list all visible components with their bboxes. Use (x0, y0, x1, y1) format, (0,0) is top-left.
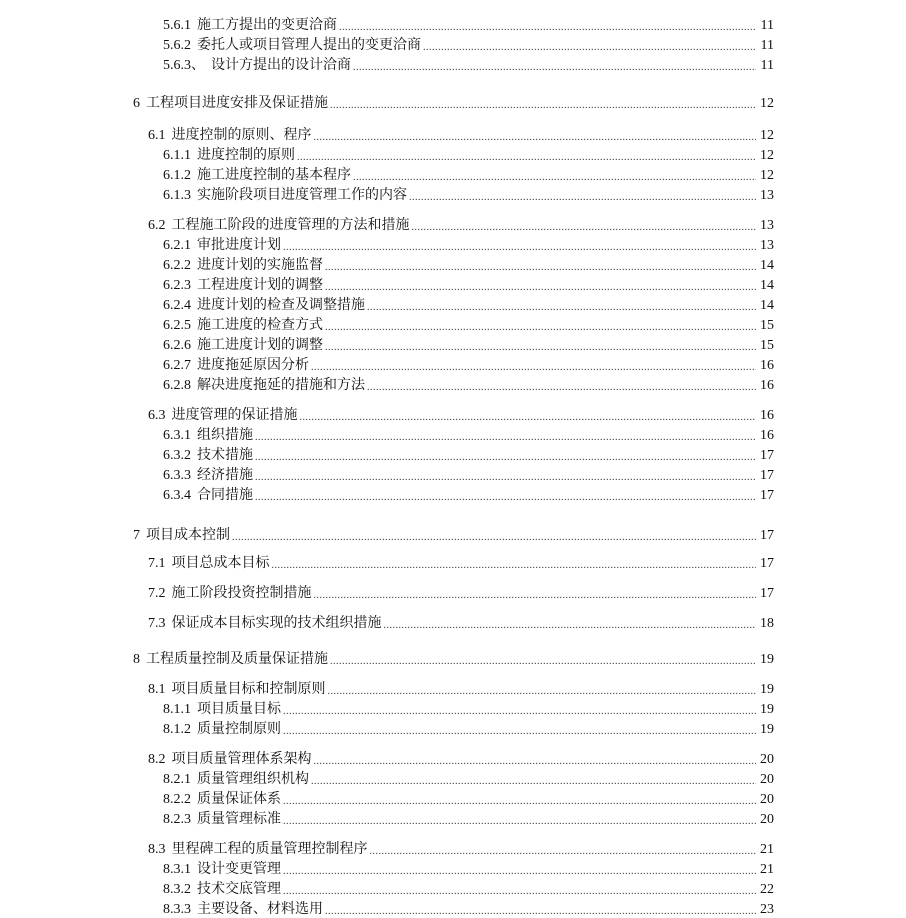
toc-entry[interactable] (148, 214, 774, 234)
toc-entry-page-number: 18 (760, 616, 774, 631)
toc-entry-number: 6.2.2 (163, 258, 191, 273)
toc-entry-page-number: 17 (760, 586, 774, 601)
toc-entry[interactable] (163, 718, 774, 738)
toc-entry-number: 6.2.6 (163, 338, 191, 353)
toc-dot-leader (314, 132, 757, 144)
toc-entry[interactable] (163, 768, 774, 788)
toc-entry-page-number: 19 (760, 682, 774, 697)
toc-entry-page-number: 11 (760, 38, 774, 53)
toc-entry-number: 6 (133, 96, 140, 111)
toc-entry-page-number: 11 (760, 58, 774, 73)
toc-entry[interactable] (163, 374, 774, 394)
toc-entry[interactable] (163, 444, 774, 464)
toc-entry-number: 8.1 (148, 682, 166, 697)
toc-entry[interactable] (163, 164, 774, 184)
toc-entry-number: 6.2 (148, 218, 166, 233)
toc-entry-title: 工程进度计划的调整 (197, 278, 323, 293)
toc-entry[interactable] (163, 254, 774, 274)
toc-entry-number: 7.2 (148, 586, 166, 601)
toc-entry[interactable] (148, 612, 774, 632)
toc-entry-page-number: 20 (760, 792, 774, 807)
toc-entry[interactable] (148, 552, 774, 572)
toc-entry-title: 质量控制原则 (197, 722, 281, 737)
toc-entry-number: 7.3 (148, 616, 166, 631)
toc-entry[interactable] (163, 464, 774, 484)
toc-entry[interactable] (163, 424, 774, 444)
toc-entry-title: 进度控制的原则、程序 (171, 128, 312, 143)
toc-entry-title: 里程碑工程的质量管理控制程序 (171, 842, 368, 857)
toc-entry-number: 7.1 (148, 556, 166, 571)
toc-entry-title: 组织措施 (197, 428, 253, 443)
toc-entry-number: 7 (133, 528, 140, 543)
toc-dot-leader (283, 242, 756, 254)
toc-entry-page-number: 12 (760, 128, 774, 143)
toc-entry-title: 技术交底管理 (197, 882, 281, 897)
toc-entry-number: 8.3.2 (163, 882, 191, 897)
toc-entry-page-number: 20 (760, 752, 774, 767)
toc-entry[interactable] (163, 484, 774, 504)
toc-entry-title: 项目质量目标和控制原则 (171, 682, 326, 697)
toc-entry[interactable] (163, 878, 774, 898)
toc-entry-page-number: 17 (760, 556, 774, 571)
toc-entry-title: 进度控制的原则 (197, 148, 295, 163)
toc-entry-title: 进度拖延原因分析 (197, 358, 309, 373)
toc-dot-leader (367, 302, 756, 314)
toc-entry-number: 6.2.4 (163, 298, 191, 313)
toc-entry-number: 8.2.3 (163, 812, 191, 827)
toc-dot-leader (330, 100, 756, 112)
toc-dot-leader (232, 532, 756, 544)
toc-entry-page-number: 17 (760, 468, 774, 483)
toc-dot-leader (325, 342, 756, 354)
toc-entry-title: 工程项目进度安排及保证措施 (146, 96, 328, 111)
toc-entry-page-number: 16 (760, 358, 774, 373)
toc-entry-page-number: 17 (760, 448, 774, 463)
toc-entry-title: 质量管理标准 (197, 812, 281, 827)
toc-dot-leader (353, 172, 756, 184)
toc-entry-page-number: 12 (760, 148, 774, 163)
toc-entry-page-number: 20 (760, 772, 774, 787)
toc-dot-leader (255, 452, 756, 464)
toc-entry-title: 设计方提出的设计洽商 (211, 58, 351, 73)
toc-entry-number: 6.1.2 (163, 168, 191, 183)
toc-entry[interactable] (148, 124, 774, 144)
toc-entry-title: 质量管理组织机构 (197, 772, 309, 787)
toc-entry-number: 5.6.1 (163, 18, 191, 33)
toc-entry-number: 6.3.2 (163, 448, 191, 463)
toc-entry[interactable] (163, 274, 774, 294)
toc-entry[interactable] (133, 92, 774, 112)
toc-entry-number: 6.2.8 (163, 378, 191, 393)
toc-entry-page-number: 21 (760, 842, 774, 857)
toc-entry[interactable] (163, 54, 774, 74)
toc-entry-page-number: 21 (760, 862, 774, 877)
toc-dot-leader (325, 262, 756, 274)
toc-entry-title: 技术措施 (197, 448, 253, 463)
toc-entry-page-number: 16 (760, 408, 774, 423)
toc-entry-page-number: 23 (760, 902, 774, 917)
toc-entry-number: 8.3 (148, 842, 166, 857)
toc-entry-number: 8.3.1 (163, 862, 191, 877)
toc-entry-number: 6.3 (148, 408, 166, 423)
toc-entry[interactable] (163, 314, 774, 334)
toc-dot-leader (325, 282, 756, 294)
toc-entry-title: 解决进度拖延的措施和方法 (197, 378, 365, 393)
toc-entry-number: 5.6.2 (163, 38, 191, 53)
toc-entry-page-number: 12 (760, 96, 774, 111)
toc-entry-number: 6.2.5 (163, 318, 191, 333)
toc-entry-number: 6.1 (148, 128, 166, 143)
toc-dot-leader (384, 620, 757, 632)
toc-entry-title: 进度计划的实施监督 (197, 258, 323, 273)
toc-entry-number: 6.3.3 (163, 468, 191, 483)
toc-entry-title: 主要设备、材料选用 (197, 902, 323, 917)
toc-entry-page-number: 14 (760, 298, 774, 313)
toc-entry-title: 施工进度计划的调整 (197, 338, 323, 353)
toc-entry-title: 进度管理的保证措施 (171, 408, 298, 423)
toc-dot-leader (328, 686, 757, 698)
toc-dot-leader (272, 560, 757, 572)
toc-entry-number: 6.1.1 (163, 148, 191, 163)
toc-entry[interactable] (163, 144, 774, 164)
toc-entry[interactable] (163, 898, 774, 918)
toc-dot-leader (311, 776, 756, 788)
toc-dot-leader (283, 796, 756, 808)
toc-entry[interactable] (163, 14, 774, 34)
toc-entry-title: 施工进度控制的基本程序 (197, 168, 351, 183)
toc-entry[interactable] (163, 184, 774, 204)
toc-entry-title: 项目质量目标 (197, 702, 281, 717)
toc-dot-leader (325, 906, 756, 918)
toc-entry[interactable] (163, 294, 774, 314)
toc-dot-leader (330, 656, 756, 668)
toc-entry[interactable] (148, 838, 774, 858)
toc-entry-page-number: 16 (760, 378, 774, 393)
toc-entry[interactable] (148, 678, 774, 698)
toc-entry-page-number: 15 (760, 338, 774, 353)
toc-entry-title: 项目质量管理体系架构 (171, 752, 312, 767)
toc-entry-page-number: 13 (760, 238, 774, 253)
toc-entry-title: 合同措施 (197, 488, 253, 503)
toc-dot-leader (409, 192, 756, 204)
toc-dot-leader (423, 42, 756, 54)
toc-dot-leader (370, 846, 757, 858)
toc-dot-leader (325, 322, 756, 334)
toc-entry-title: 设计变更管理 (197, 862, 281, 877)
toc-entry[interactable] (163, 808, 774, 828)
toc-entry[interactable] (148, 748, 774, 768)
toc-dot-leader (353, 62, 756, 74)
toc-dot-leader (283, 866, 756, 878)
toc-entry-number: 6.2.3 (163, 278, 191, 293)
toc-entry-title: 保证成本目标实现的技术组织措施 (171, 616, 382, 631)
toc-dot-leader (314, 756, 757, 768)
toc-dot-leader (300, 412, 757, 424)
toc-entry[interactable] (148, 582, 774, 602)
toc-entry-number: 6.2.7 (163, 358, 191, 373)
toc-entry-title: 委托人或项目管理人提出的变更洽商 (197, 38, 421, 53)
toc-entry-number: 8.2 (148, 752, 166, 767)
toc-entry[interactable] (163, 334, 774, 354)
toc-dot-leader (283, 816, 756, 828)
toc-entry-page-number: 14 (760, 278, 774, 293)
toc-entry-page-number: 19 (760, 722, 774, 737)
toc-entry-page-number: 22 (760, 882, 774, 897)
toc-entry-title: 工程质量控制及质量保证措施 (146, 652, 328, 667)
toc-entry-number: 8.3.3 (163, 902, 191, 917)
toc-dot-leader (412, 222, 757, 234)
toc-entry-page-number: 12 (760, 168, 774, 183)
toc-entry-title: 项目总成本目标 (171, 556, 270, 571)
toc-entry-title: 经济措施 (197, 468, 253, 483)
toc-dot-leader (255, 492, 756, 504)
toc-entry-page-number: 14 (760, 258, 774, 273)
toc-entry-page-number: 19 (760, 702, 774, 717)
toc-entry-number: 8.2.2 (163, 792, 191, 807)
toc-entry-title: 工程施工阶段的进度管理的方法和措施 (171, 218, 410, 233)
toc-dot-leader (339, 22, 756, 34)
toc-entry-page-number: 15 (760, 318, 774, 333)
toc-entry-page-number: 17 (760, 488, 774, 503)
toc-entry-page-number: 13 (760, 218, 774, 233)
toc-entry-title: 项目成本控制 (146, 528, 230, 543)
toc-entry[interactable] (163, 698, 774, 718)
toc-entry-title: 施工阶段投资控制措施 (171, 586, 312, 601)
toc-entry[interactable] (148, 404, 774, 424)
toc-entry[interactable] (163, 788, 774, 808)
toc-dot-leader (283, 726, 756, 738)
toc-entry[interactable] (163, 858, 774, 878)
toc-entry-number: 8 (133, 652, 140, 667)
toc-entry-title: 施工方提出的变更洽商 (197, 18, 337, 33)
toc-dot-leader (367, 382, 756, 394)
toc-entry-page-number: 17 (760, 528, 774, 543)
toc-entry-page-number: 13 (760, 188, 774, 203)
toc-entry-page-number: 20 (760, 812, 774, 827)
toc-entry-page-number: 16 (760, 428, 774, 443)
toc-dot-leader (283, 706, 756, 718)
toc-entry-number: 6.2.1 (163, 238, 191, 253)
toc-entry[interactable] (163, 34, 774, 54)
toc-entry-number: 8.1.2 (163, 722, 191, 737)
toc-entry[interactable] (163, 354, 774, 374)
toc-entry-number: 8.1.1 (163, 702, 191, 717)
toc-entry-number: 6.1.3 (163, 188, 191, 203)
toc-dot-leader (255, 432, 756, 444)
toc-entry-title: 施工进度的检查方式 (197, 318, 323, 333)
toc-entry-title: 质量保证体系 (197, 792, 281, 807)
toc-entry-number: 5.6.3、 (163, 58, 205, 73)
toc-entry-number: 6.3.4 (163, 488, 191, 503)
toc-entry-page-number: 19 (760, 652, 774, 667)
toc-dot-leader (311, 362, 756, 374)
toc-entry[interactable] (133, 524, 774, 544)
toc-entry-title: 审批进度计划 (197, 238, 281, 253)
toc-dot-leader (314, 590, 757, 602)
toc-entry-page-number: 11 (760, 18, 774, 33)
toc-dot-leader (255, 472, 756, 484)
toc-entry[interactable] (133, 648, 774, 668)
toc-entry-number: 8.2.1 (163, 772, 191, 787)
toc-dot-leader (297, 152, 756, 164)
toc-entry-number: 6.3.1 (163, 428, 191, 443)
toc-entry-title: 实施阶段项目进度管理工作的内容 (197, 188, 407, 203)
toc-entry-title: 进度计划的检查及调整措施 (197, 298, 365, 313)
toc-dot-leader (283, 886, 756, 898)
toc-entry[interactable] (163, 234, 774, 254)
